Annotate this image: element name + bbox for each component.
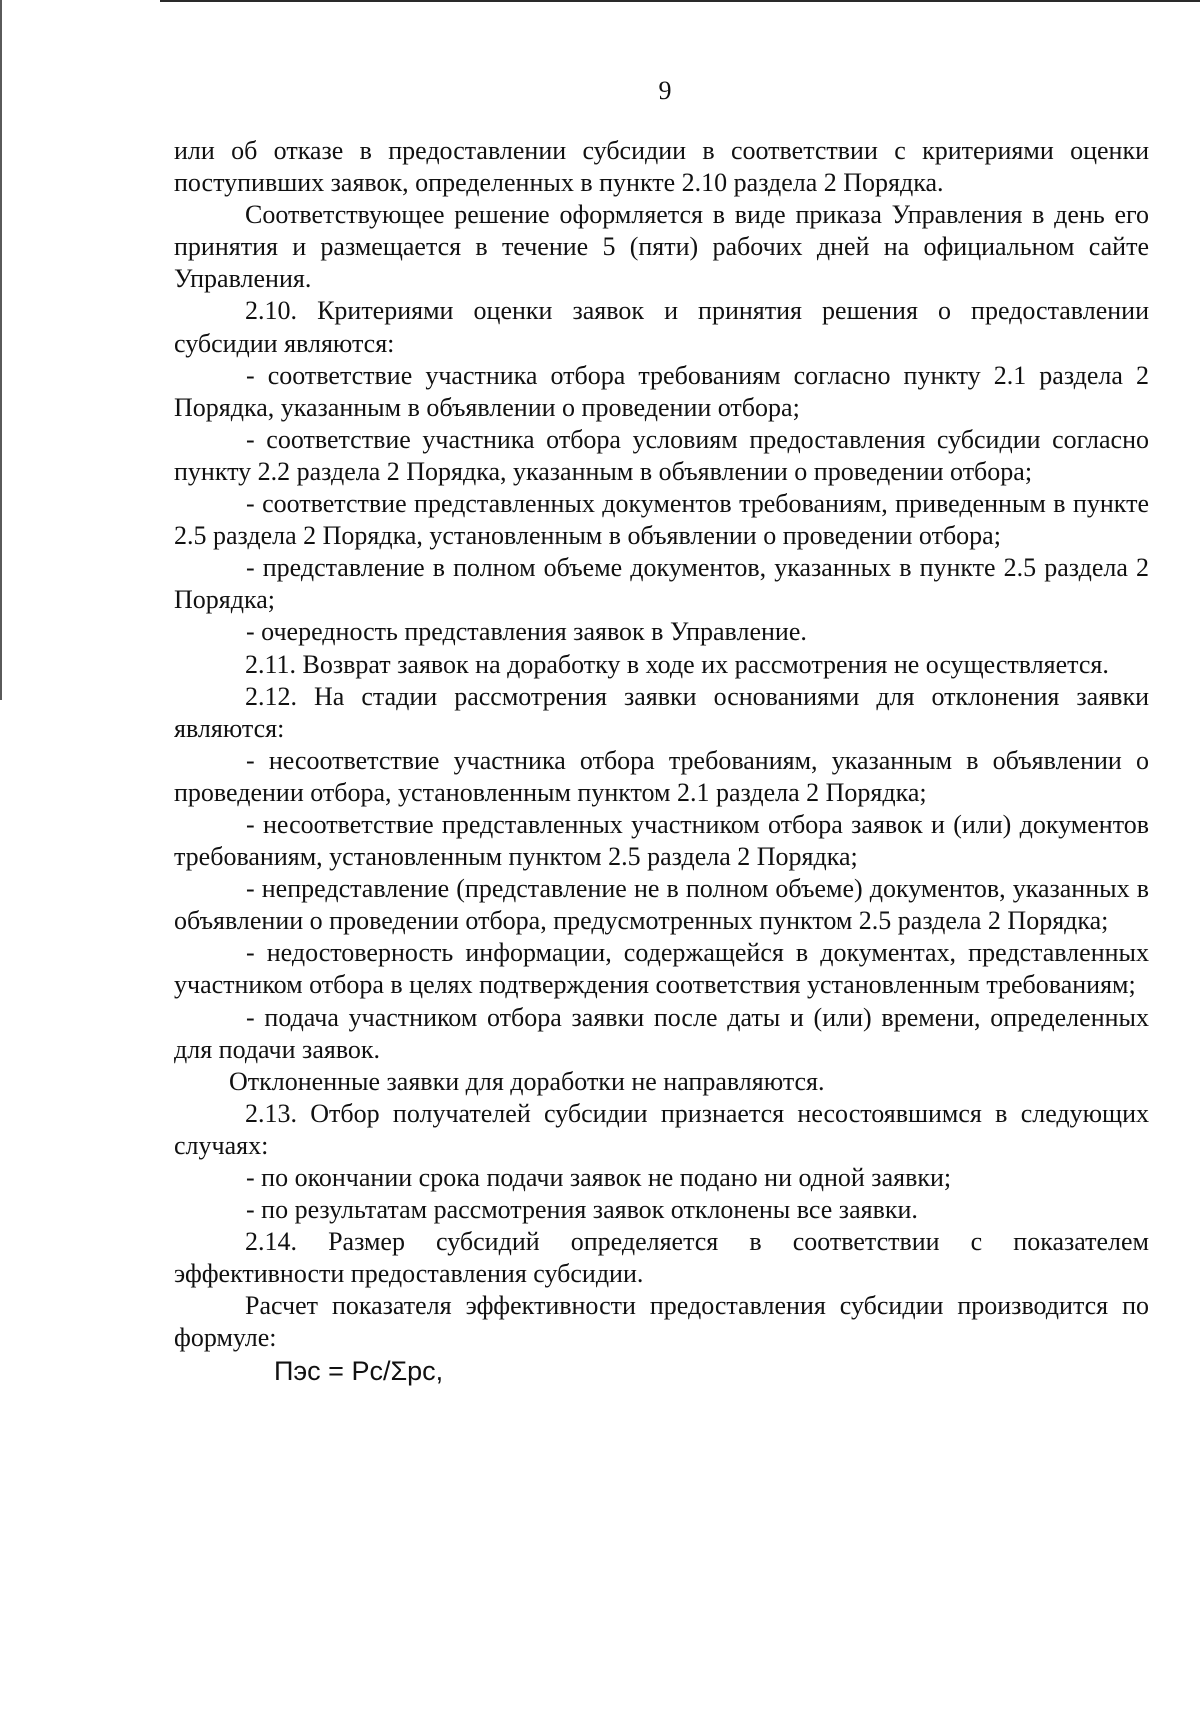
- list-item: - соответствие участника отбора условиям предоставления субсидии согласно пункту 2.2 раздела 2 Порядка, указанным в объявлении о проведении отбора;: [174, 424, 1149, 486]
- list-item: - непредставление (представление не в полном объеме) документов, указанных в объявлении о проведении отбора, предусмотренных пунктом 2.5 раздела 2 Порядка;: [174, 874, 1149, 936]
- list-item: - соответствие представленных документов требованиям, приведенным в пункте 2.5 раздела 2 Порядка, установленным в объявлении о проведении отбора;: [174, 489, 1149, 551]
- paragraph-continuation: или об отказе в предоставлении субсидии в соответствии с критериями оценки поступивших заявок, определенных в пункте 2.10 раздела 2 Порядка.: [174, 136, 1149, 198]
- list-item: - представление в полном объеме документов, указанных в пункте 2.5 раздела 2 Порядка;: [174, 553, 1149, 615]
- document-body: [174, 135, 1149, 1387]
- formula: Пэс = Рс/Σрс,: [274, 1355, 444, 1386]
- paragraph-2-11: 2.11. Возврат заявок на доработку в ходе их рассмотрения не осуществляется.: [245, 649, 1109, 679]
- paragraph-decision: Соответствующее решение оформляется в виде приказа Управления в день его принятия и размещается в течение 5 (пяти) рабочих дней на официальном сайте Управления.: [174, 200, 1149, 294]
- paragraph-2-10: 2.10. Критериями оценки заявок и принятия решения о предоставлении субсидии являются:: [174, 296, 1149, 358]
- list-item: - по результатам рассмотрения заявок отклонены все заявки.: [246, 1195, 918, 1225]
- list-item: - соответствие участника отбора требованиям согласно пункту 2.1 раздела 2 Порядка, указанным в объявлении о проведении отбора;: [174, 360, 1149, 422]
- paragraph-2-14: 2.14. Размер субсидий определяется в соответствии с показателем эффективности предоставления субсидии.: [174, 1227, 1149, 1289]
- list-item: - несоответствие участника отбора требованиям, указанным в объявлении о проведении отбора, установленным пунктом 2.1 раздела 2 Порядка;: [174, 745, 1149, 807]
- paragraph-2-12: 2.12. На стадии рассмотрения заявки основаниями для отклонения заявки являются:: [174, 681, 1149, 743]
- list-item: - несоответствие представленных участником отбора заявок и (или) документов требованиям, установленным пунктом 2.5 раздела 2 Порядка;: [174, 809, 1149, 872]
- paragraph-rejected: Отклоненные заявки для доработки не направляются.: [229, 1066, 825, 1096]
- list-item: - по окончании срока подачи заявок не подано ни одной заявки;: [246, 1163, 952, 1192]
- list-item: - подача участником отбора заявки после даты и (или) времени, определенных для подачи заявок.: [174, 1002, 1149, 1064]
- scan-border-top: [160, 0, 1200, 2]
- paragraph-calculation: Расчет показателя эффективности предоставления субсидии производится по формуле:: [174, 1291, 1149, 1353]
- page-number: 9: [658, 76, 672, 105]
- list-item: - очередность представления заявок в Управление.: [246, 617, 807, 647]
- paragraph-2-13: 2.13. Отбор получателей субсидии признается несостоявшимся в следующих случаях:: [174, 1098, 1149, 1160]
- list-item: - недостоверность информации, содержащейся в документах, представленных участником отбора в целях подтверждения соответствия установленным требованиям;: [174, 938, 1149, 1000]
